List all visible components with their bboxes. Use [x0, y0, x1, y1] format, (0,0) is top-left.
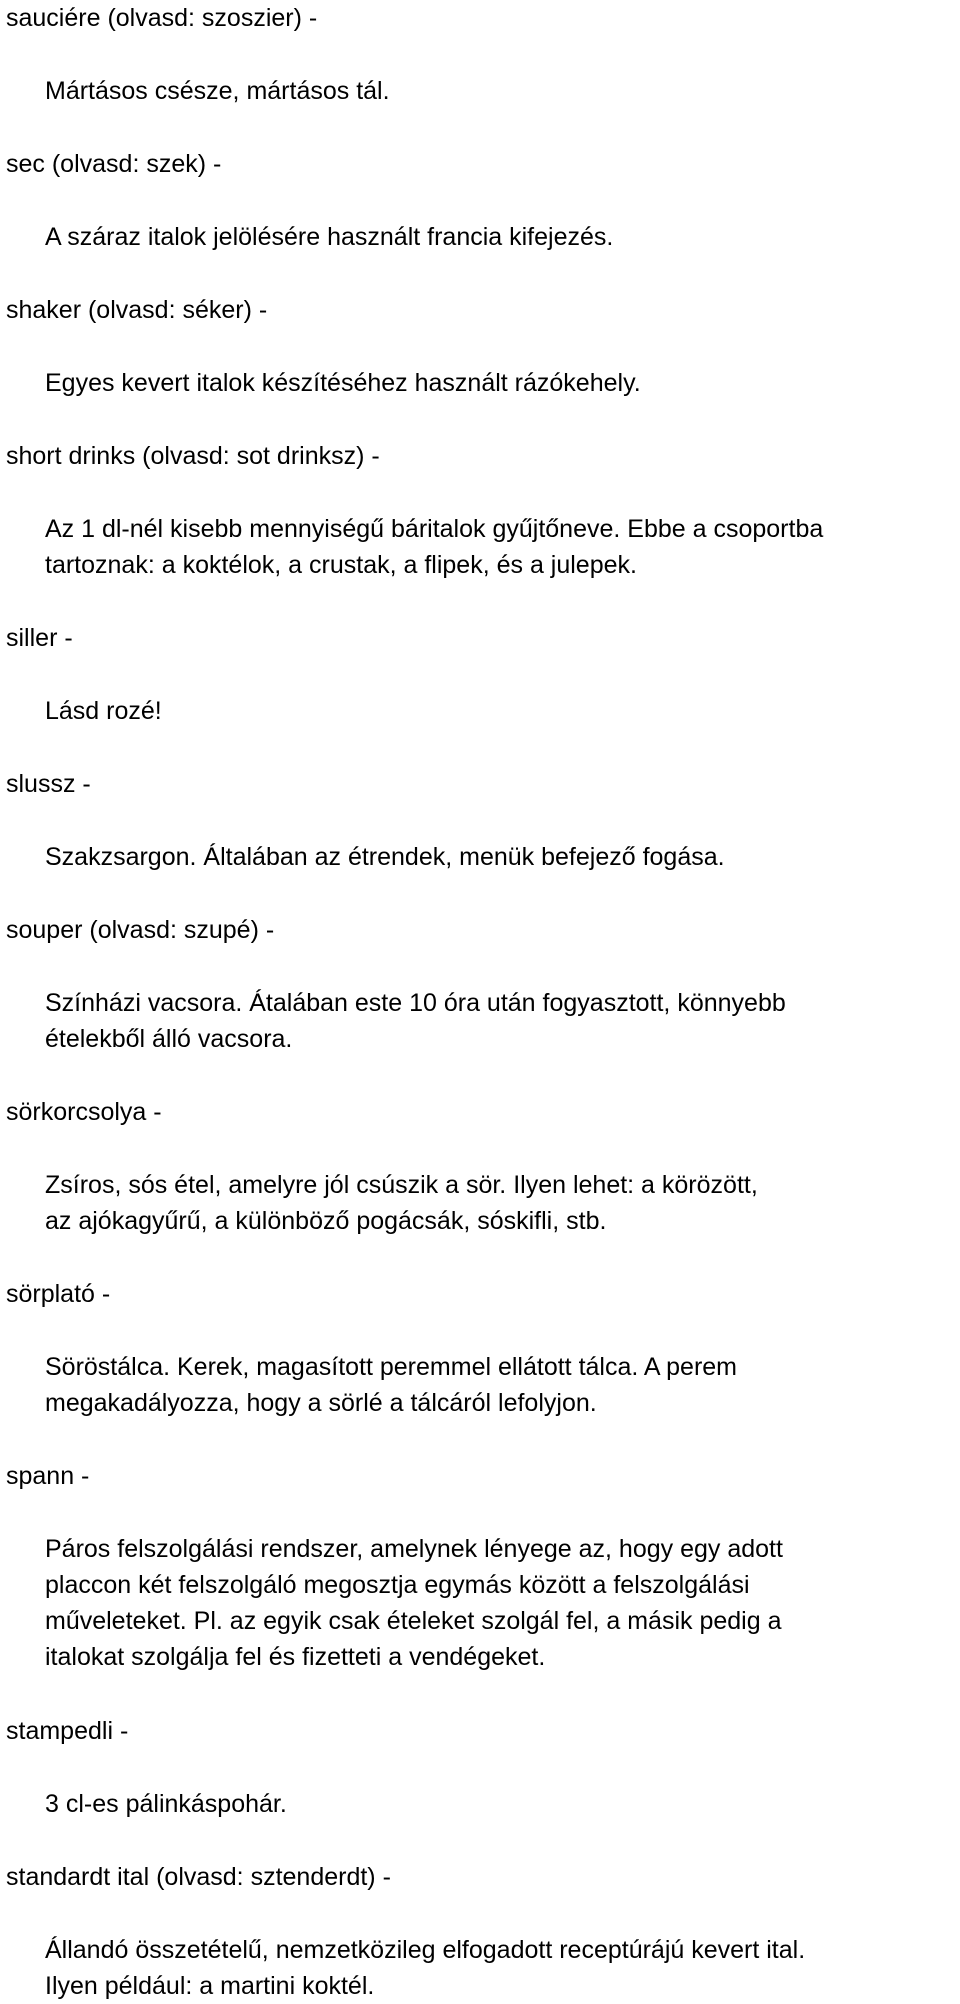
entry-term: short drinks (olvasd: sot drinksz) -: [6, 442, 380, 470]
entry-definition: Páros felszolgálási rendszer, amelynek lényege az, hogy egy adott placcon két felszolgáló megosztja egymás között a felszolgálási műveleteket. Pl. az egyik csak ételeket szolgál fel, a másik pedig a italokat szolgálja fel és fizetteti a vendégeket.: [45, 1535, 783, 1671]
entry-definition: Mártásos csésze, mártásos tál.: [45, 77, 390, 105]
entry-definition: Szakzsargon. Általában az étrendek, menük befejező fogása.: [45, 843, 725, 871]
entry-definition: 3 cl-es pálinkáspohár.: [45, 1790, 287, 1818]
entry-definition: Zsíros, sós étel, amelyre jól csúszik a sör. Ilyen lehet: a körözött, az ajókagyűrű, a különböző pogácsák, sóskifli, stb.: [45, 1171, 758, 1235]
entry-definition: Lásd rozé!: [45, 697, 162, 725]
entry-definition: Egyes kevert italok készítéséhez használt rázókehely.: [45, 369, 641, 397]
entry-term: standardt ital (olvasd: sztenderdt) -: [6, 1863, 391, 1891]
entry-term: souper (olvasd: szupé) -: [6, 916, 275, 944]
entry-term: sörkorcsolya -: [6, 1098, 162, 1126]
entry-term: siller -: [6, 624, 73, 652]
entry-definition: Söröstálca. Kerek, magasított peremmel ellátott tálca. A perem megakadályozza, hogy a sörlé a tálcáról lefolyjon.: [45, 1353, 737, 1417]
entry-definition: Az 1 dl-nél kisebb mennyiségű báritalok gyűjtőneve. Ebbe a csoportba tartoznak: a koktélok, a crustak, a flipek, és a julepek.: [45, 515, 824, 579]
entry-definition: Állandó összetételű, nemzetközileg elfogadott receptúrájú kevert ital. Ilyen például: a martini koktél.: [45, 1936, 806, 2000]
entry-definition: Színházi vacsora. Átalában este 10 óra után fogyasztott, könnyebb ételekből álló vacsora.: [45, 989, 786, 1053]
entry-term: spann -: [6, 1462, 90, 1490]
entry-term: slussz -: [6, 770, 91, 798]
entry-term: stampedli -: [6, 1717, 129, 1745]
entry-term: shaker (olvasd: séker) -: [6, 296, 268, 324]
entry-term: sauciére (olvasd: szoszier) -: [6, 4, 318, 32]
entry-term: sörplató -: [6, 1280, 111, 1308]
entry-term: sec (olvasd: szek) -: [6, 150, 222, 178]
entry-definition: A száraz italok jelölésére használt francia kifejezés.: [45, 223, 614, 251]
